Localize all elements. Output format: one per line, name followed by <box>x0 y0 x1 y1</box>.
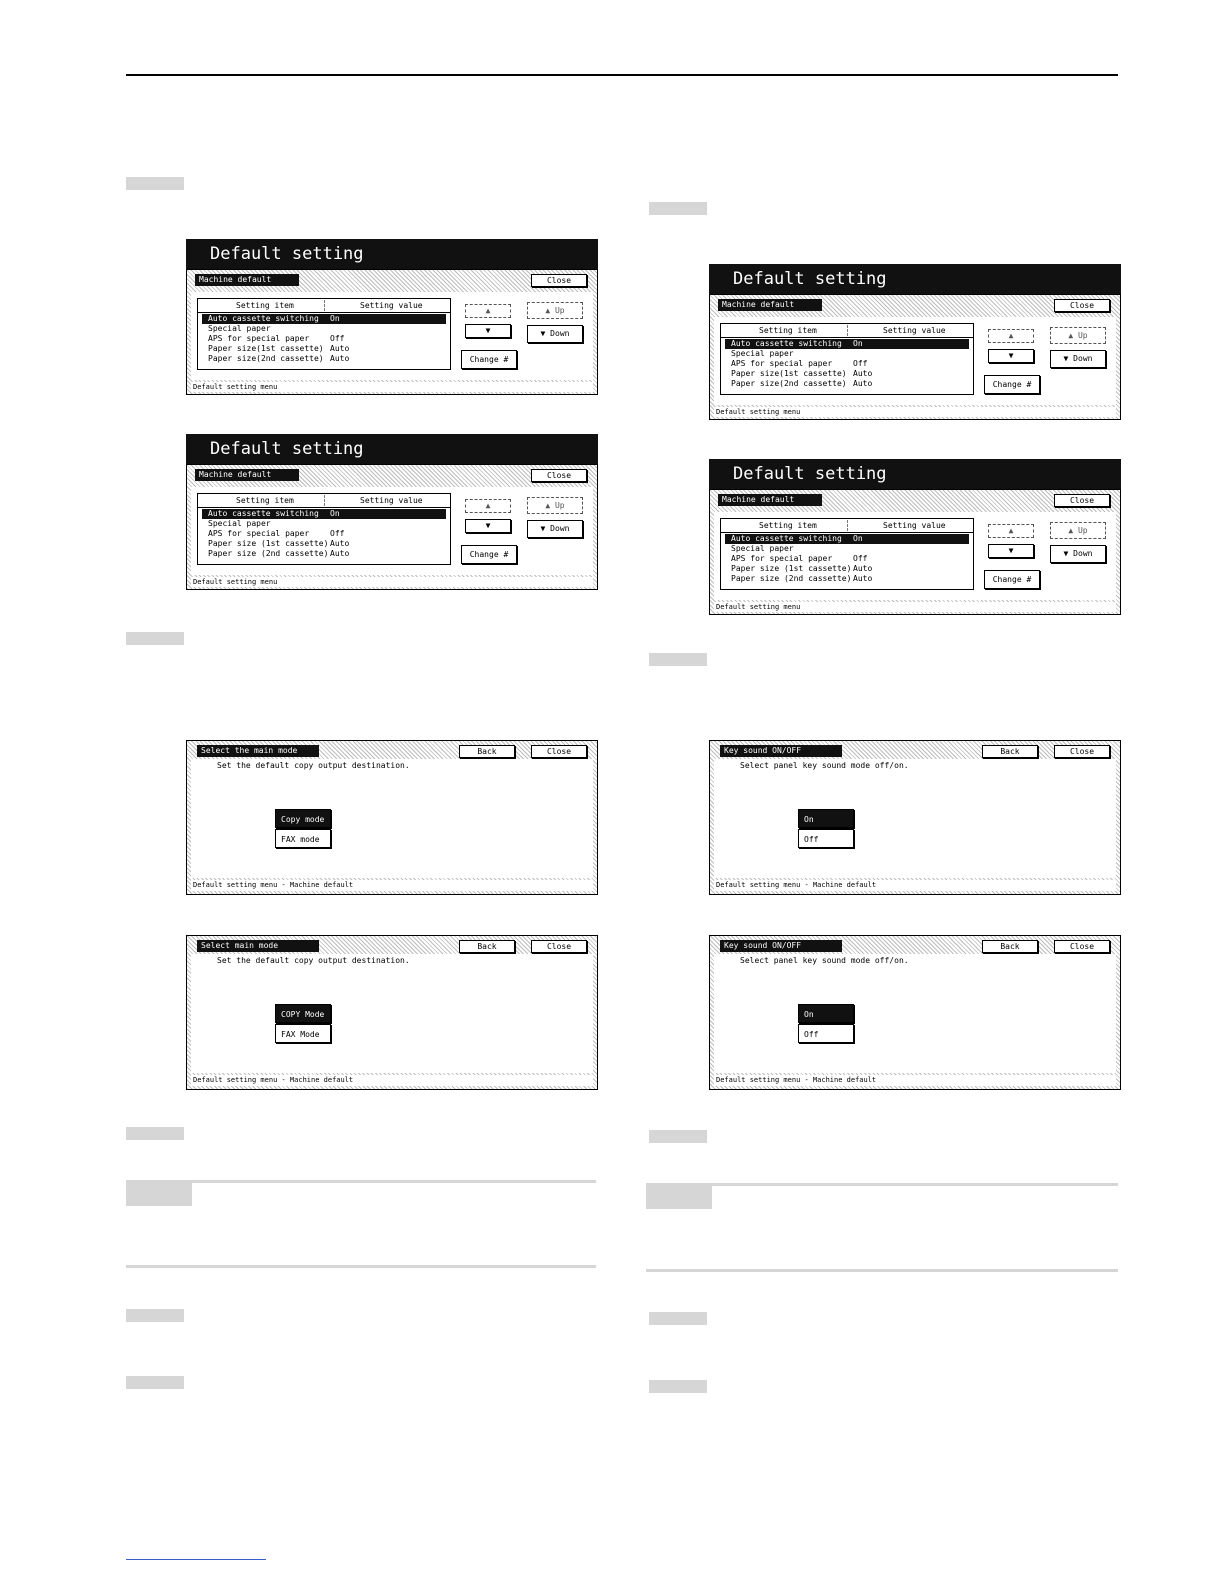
screen-title: Default setting <box>709 459 1121 489</box>
row-value: Auto <box>330 344 350 353</box>
table-row[interactable] <box>725 544 969 554</box>
step-marker <box>649 1312 707 1325</box>
column-header-item: Setting item <box>236 496 294 505</box>
row-item: Auto cassette switching <box>208 509 319 518</box>
step-marker <box>649 653 707 666</box>
row-item: Special paper <box>731 544 794 553</box>
column-header-value: Setting value <box>883 521 946 530</box>
status-bar: Default setting menu - Machine default <box>714 880 1116 891</box>
settings-panel <box>714 512 1116 600</box>
scroll-up-button[interactable]: ▲ <box>988 329 1034 343</box>
row-item: Auto cassette switching <box>731 339 842 348</box>
scroll-up-button[interactable]: ▲ <box>988 524 1034 538</box>
settings-table <box>720 323 974 395</box>
row-item: Paper size (1st cassette) <box>731 564 852 573</box>
default-setting-screen <box>186 239 598 395</box>
step-marker <box>649 202 707 215</box>
screen-header: Machine default <box>195 469 299 481</box>
note-rule <box>126 1180 596 1183</box>
row-item: Paper size (2nd cassette) <box>731 574 852 583</box>
default-setting-screen <box>186 434 598 590</box>
option-button[interactable]: On <box>798 1004 854 1023</box>
close-button[interactable]: Close <box>1054 494 1110 507</box>
step-marker <box>649 1130 707 1143</box>
scroll-up-button[interactable]: ▲ <box>465 304 511 318</box>
row-value: On <box>853 339 863 348</box>
close-button[interactable]: Close <box>531 745 587 758</box>
step-marker <box>126 1127 184 1140</box>
settings-table <box>197 298 451 370</box>
table-row[interactable] <box>725 554 969 564</box>
row-value: Auto <box>853 369 873 378</box>
row-value: On <box>853 534 863 543</box>
row-item: Paper size(2nd cassette) <box>731 379 847 388</box>
scroll-down-button[interactable]: ▼ <box>988 349 1034 363</box>
status-bar: Default setting menu - Machine default <box>191 1075 593 1086</box>
scroll-down-button[interactable]: ▼ <box>465 324 511 338</box>
row-value: Off <box>330 334 345 343</box>
close-button[interactable]: Close <box>1054 745 1110 758</box>
table-row[interactable] <box>725 349 969 359</box>
column-header-value: Setting value <box>883 326 946 335</box>
row-item: Special paper <box>208 324 271 333</box>
table-row[interactable] <box>202 324 446 334</box>
row-item: APS for special paper <box>208 529 310 538</box>
up-button[interactable]: ▲ Up <box>527 302 583 319</box>
row-value: Off <box>853 359 868 368</box>
column-header-item: Setting item <box>236 301 294 310</box>
screen-header: Machine default <box>195 274 299 286</box>
option-button[interactable]: Off <box>798 1024 854 1043</box>
table-row[interactable] <box>202 509 446 519</box>
screen-frame <box>186 269 598 395</box>
settings-table <box>720 518 974 590</box>
column-header-value: Setting value <box>360 301 423 310</box>
default-setting-screen <box>709 459 1121 615</box>
option-button[interactable]: COPY Mode <box>275 1004 331 1023</box>
settings-table <box>197 493 451 565</box>
scroll-down-button[interactable]: ▼ <box>988 544 1034 558</box>
status-bar: Default setting menu <box>714 407 1116 417</box>
header-divider <box>198 507 450 508</box>
table-row[interactable] <box>725 564 969 574</box>
row-item: APS for special paper <box>731 359 833 368</box>
table-row[interactable] <box>725 379 969 389</box>
close-button[interactable]: Close <box>531 940 587 953</box>
instruction-text: Set the default copy output destination. <box>217 956 410 965</box>
screen-header: Key sound ON/OFF <box>720 745 842 757</box>
mode-select-screen <box>186 740 598 895</box>
up-button[interactable]: ▲ Up <box>1050 522 1106 539</box>
up-button[interactable]: ▲ Up <box>1050 327 1106 344</box>
mode-panel <box>191 759 593 878</box>
change-button[interactable]: Change # <box>461 350 517 369</box>
screen-header: Machine default <box>718 299 822 311</box>
row-value: Off <box>853 554 868 563</box>
row-value: Auto <box>330 549 350 558</box>
screen-frame <box>709 294 1121 420</box>
row-value: On <box>330 509 340 518</box>
row-item: Auto cassette switching <box>731 534 842 543</box>
row-item: Paper size(2nd cassette) <box>208 354 324 363</box>
row-item: Paper size(1st cassette) <box>731 369 847 378</box>
table-row[interactable] <box>725 369 969 379</box>
up-button[interactable]: ▲ Up <box>527 497 583 514</box>
screen-frame <box>186 464 598 590</box>
mode-select-screen <box>709 740 1121 895</box>
option-button[interactable]: FAX mode <box>275 829 331 848</box>
row-item: APS for special paper <box>208 334 310 343</box>
column-divider <box>324 495 326 506</box>
step-marker <box>649 1380 707 1393</box>
step-marker <box>126 632 184 645</box>
header-divider <box>198 312 450 313</box>
row-item: Paper size(1st cassette) <box>208 344 324 353</box>
screen-title: Default setting <box>186 239 598 269</box>
table-row[interactable] <box>725 339 969 349</box>
table-row[interactable] <box>202 549 446 559</box>
column-header-item: Setting item <box>759 521 817 530</box>
header-divider <box>721 532 973 533</box>
status-bar: Default setting menu <box>191 577 593 587</box>
mode-panel <box>714 759 1116 878</box>
mode-panel <box>714 954 1116 1073</box>
screen-header: Machine default <box>718 494 822 506</box>
close-button[interactable]: Close <box>1054 299 1110 312</box>
down-button[interactable]: ▼ Down <box>527 325 583 343</box>
down-button[interactable]: ▼ Down <box>1050 545 1106 563</box>
instruction-text: Select panel key sound mode off/on. <box>740 761 909 770</box>
back-button[interactable]: Back <box>982 745 1038 758</box>
row-item: Paper size (1st cassette) <box>208 539 329 548</box>
step-marker <box>126 177 184 190</box>
screen-frame <box>709 489 1121 615</box>
row-value: On <box>330 314 340 323</box>
row-item: Auto cassette switching <box>208 314 319 323</box>
step-marker <box>126 1309 184 1322</box>
screen-header: Select main mode <box>197 940 319 952</box>
row-value: Off <box>330 529 345 538</box>
note-tab <box>646 1183 712 1209</box>
screen-header: Key sound ON/OFF <box>720 940 842 952</box>
row-value: Auto <box>330 539 350 548</box>
footer-link-underline <box>126 1559 266 1560</box>
close-button[interactable]: Close <box>1054 940 1110 953</box>
step-marker <box>126 1376 184 1389</box>
back-button[interactable]: Back <box>459 940 515 953</box>
note-tab <box>126 1180 192 1206</box>
row-item: Paper size (2nd cassette) <box>208 549 329 558</box>
row-value: Auto <box>853 574 873 583</box>
row-value: Auto <box>330 354 350 363</box>
row-item: APS for special paper <box>731 554 833 563</box>
option-button[interactable]: FAX Mode <box>275 1024 331 1043</box>
down-button[interactable]: ▼ Down <box>1050 350 1106 368</box>
table-row[interactable] <box>202 539 446 549</box>
screen-title: Default setting <box>186 434 598 464</box>
back-button[interactable]: Back <box>982 940 1038 953</box>
change-button[interactable]: Change # <box>984 375 1040 394</box>
close-button[interactable]: Close <box>531 469 587 482</box>
scroll-down-button[interactable]: ▼ <box>465 519 511 533</box>
column-divider <box>847 325 849 336</box>
note-rule <box>646 1183 1118 1186</box>
change-button[interactable]: Change # <box>461 545 517 564</box>
down-button[interactable]: ▼ Down <box>527 520 583 538</box>
row-value: Auto <box>853 379 873 388</box>
column-divider <box>847 520 849 531</box>
mode-select-screen <box>709 935 1121 1090</box>
instruction-text: Select panel key sound mode off/on. <box>740 956 909 965</box>
option-button[interactable]: On <box>798 809 854 828</box>
close-button[interactable]: Close <box>531 274 587 287</box>
settings-panel <box>191 487 593 575</box>
mode-select-screen <box>186 935 598 1090</box>
row-value: Auto <box>853 564 873 573</box>
row-item: Special paper <box>208 519 271 528</box>
option-button[interactable]: Copy mode <box>275 809 331 828</box>
option-button[interactable]: Off <box>798 829 854 848</box>
header-divider <box>721 337 973 338</box>
table-row[interactable] <box>202 334 446 344</box>
change-button[interactable]: Change # <box>984 570 1040 589</box>
settings-panel <box>191 292 593 380</box>
status-bar: Default setting menu <box>191 382 593 392</box>
table-row[interactable] <box>725 534 969 544</box>
table-row[interactable] <box>202 529 446 539</box>
screen-header: Select the main mode <box>197 745 319 757</box>
instruction-text: Set the default copy output destination. <box>217 761 410 770</box>
header-rule <box>126 74 1118 76</box>
table-row[interactable] <box>725 359 969 369</box>
table-row[interactable] <box>202 344 446 354</box>
default-setting-screen <box>709 264 1121 420</box>
table-row[interactable] <box>202 354 446 364</box>
note-rule <box>646 1269 1118 1272</box>
status-bar: Default setting menu <box>714 602 1116 612</box>
column-header-value: Setting value <box>360 496 423 505</box>
scroll-up-button[interactable]: ▲ <box>465 499 511 513</box>
mode-panel <box>191 954 593 1073</box>
settings-panel <box>714 317 1116 405</box>
column-header-item: Setting item <box>759 326 817 335</box>
note-rule <box>126 1265 596 1268</box>
status-bar: Default setting menu - Machine default <box>191 880 593 891</box>
column-divider <box>324 300 326 311</box>
status-bar: Default setting menu - Machine default <box>714 1075 1116 1086</box>
screen-title: Default setting <box>709 264 1121 294</box>
back-button[interactable]: Back <box>459 745 515 758</box>
table-row[interactable] <box>202 314 446 324</box>
row-item: Special paper <box>731 349 794 358</box>
table-row[interactable] <box>202 519 446 529</box>
table-row[interactable] <box>725 574 969 584</box>
